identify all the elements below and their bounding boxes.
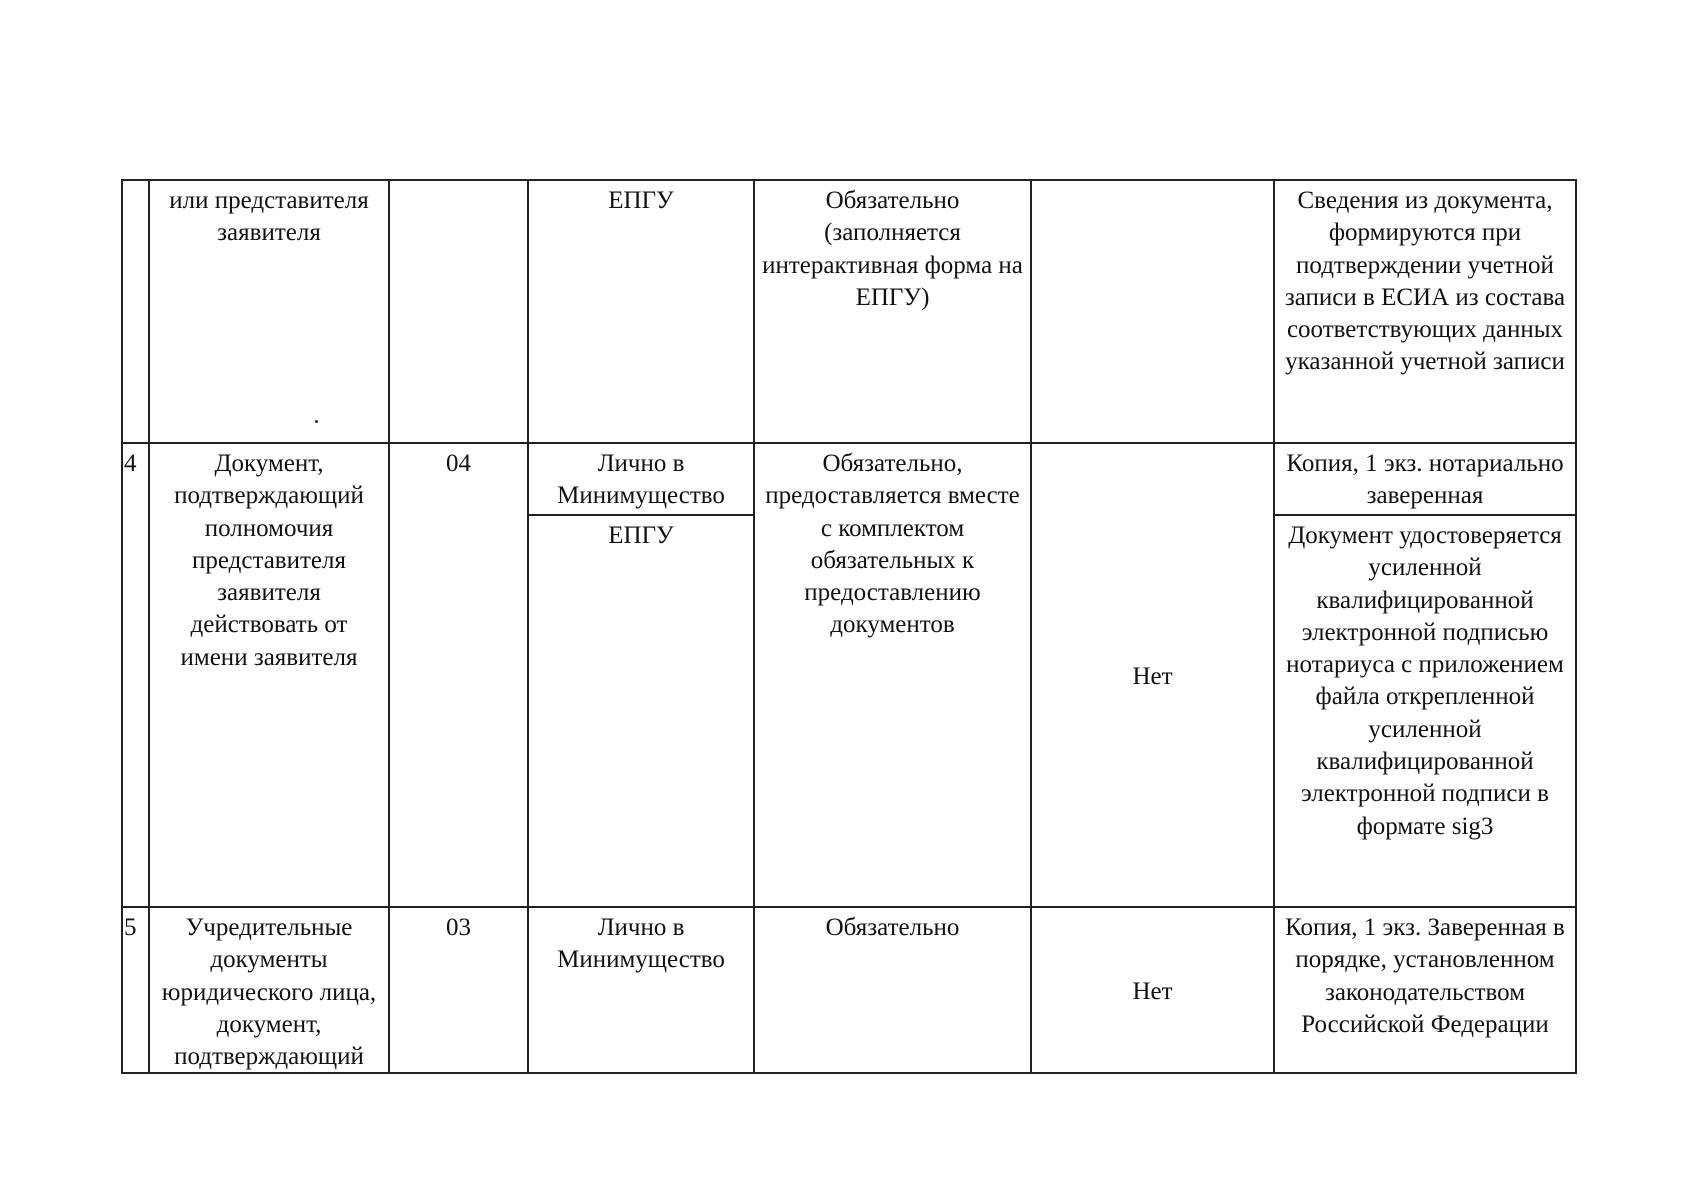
document-form-electronic: Документ удостоверяется усиленной квалифицированной электронной подписью нотариуса с приложением файла открепленной усиленной квалифицированной электронной подписи в формате sig3	[1286, 522, 1564, 840]
submission-method: Лично в Минимущество	[557, 450, 725, 510]
row-number: 5	[124, 914, 137, 941]
flag-value: Нет	[1132, 978, 1173, 1005]
requirement: Обязательно, предоставляется вместе с комплектом обязательных к предоставлению документов	[765, 450, 1020, 639]
submission-method: ЕПГУ	[608, 187, 674, 214]
document-code: 04	[446, 450, 471, 477]
column-divider	[1030, 179, 1032, 1074]
document-form: Копия, 1 экз. нотариально заверенная	[1286, 450, 1564, 510]
document-code: 03	[446, 914, 471, 941]
scan-speck	[315, 420, 318, 423]
document-name: Учредительные документы юридического лица, документ, подтверждающий	[161, 914, 377, 1071]
document-form: Сведения из документа, формируются при подтверждении учетной записи в ЕСИА из состава соответствующих данных указанной учетной записи	[1284, 187, 1566, 376]
document-name: Документ, подтверждающий полномочия представителя заявителя действовать от имени заявителя	[174, 450, 364, 671]
submission-method-alt: ЕПГУ	[608, 522, 674, 549]
requirement: Обязательно	[825, 914, 960, 941]
document-name: или представителя заявителя	[169, 187, 369, 247]
submission-method: Лично в Минимущество	[557, 914, 725, 974]
table-border-right	[1575, 179, 1577, 1074]
flag-value: Нет	[1132, 663, 1173, 690]
requirement: Обязательно (заполняется интерактивная форма на ЕПГУ)	[762, 187, 1023, 311]
row-number: 4	[124, 450, 137, 477]
document-form: Копия, 1 экз. Заверенная в порядке, установленном законодательством Российской Федерации	[1285, 914, 1565, 1038]
